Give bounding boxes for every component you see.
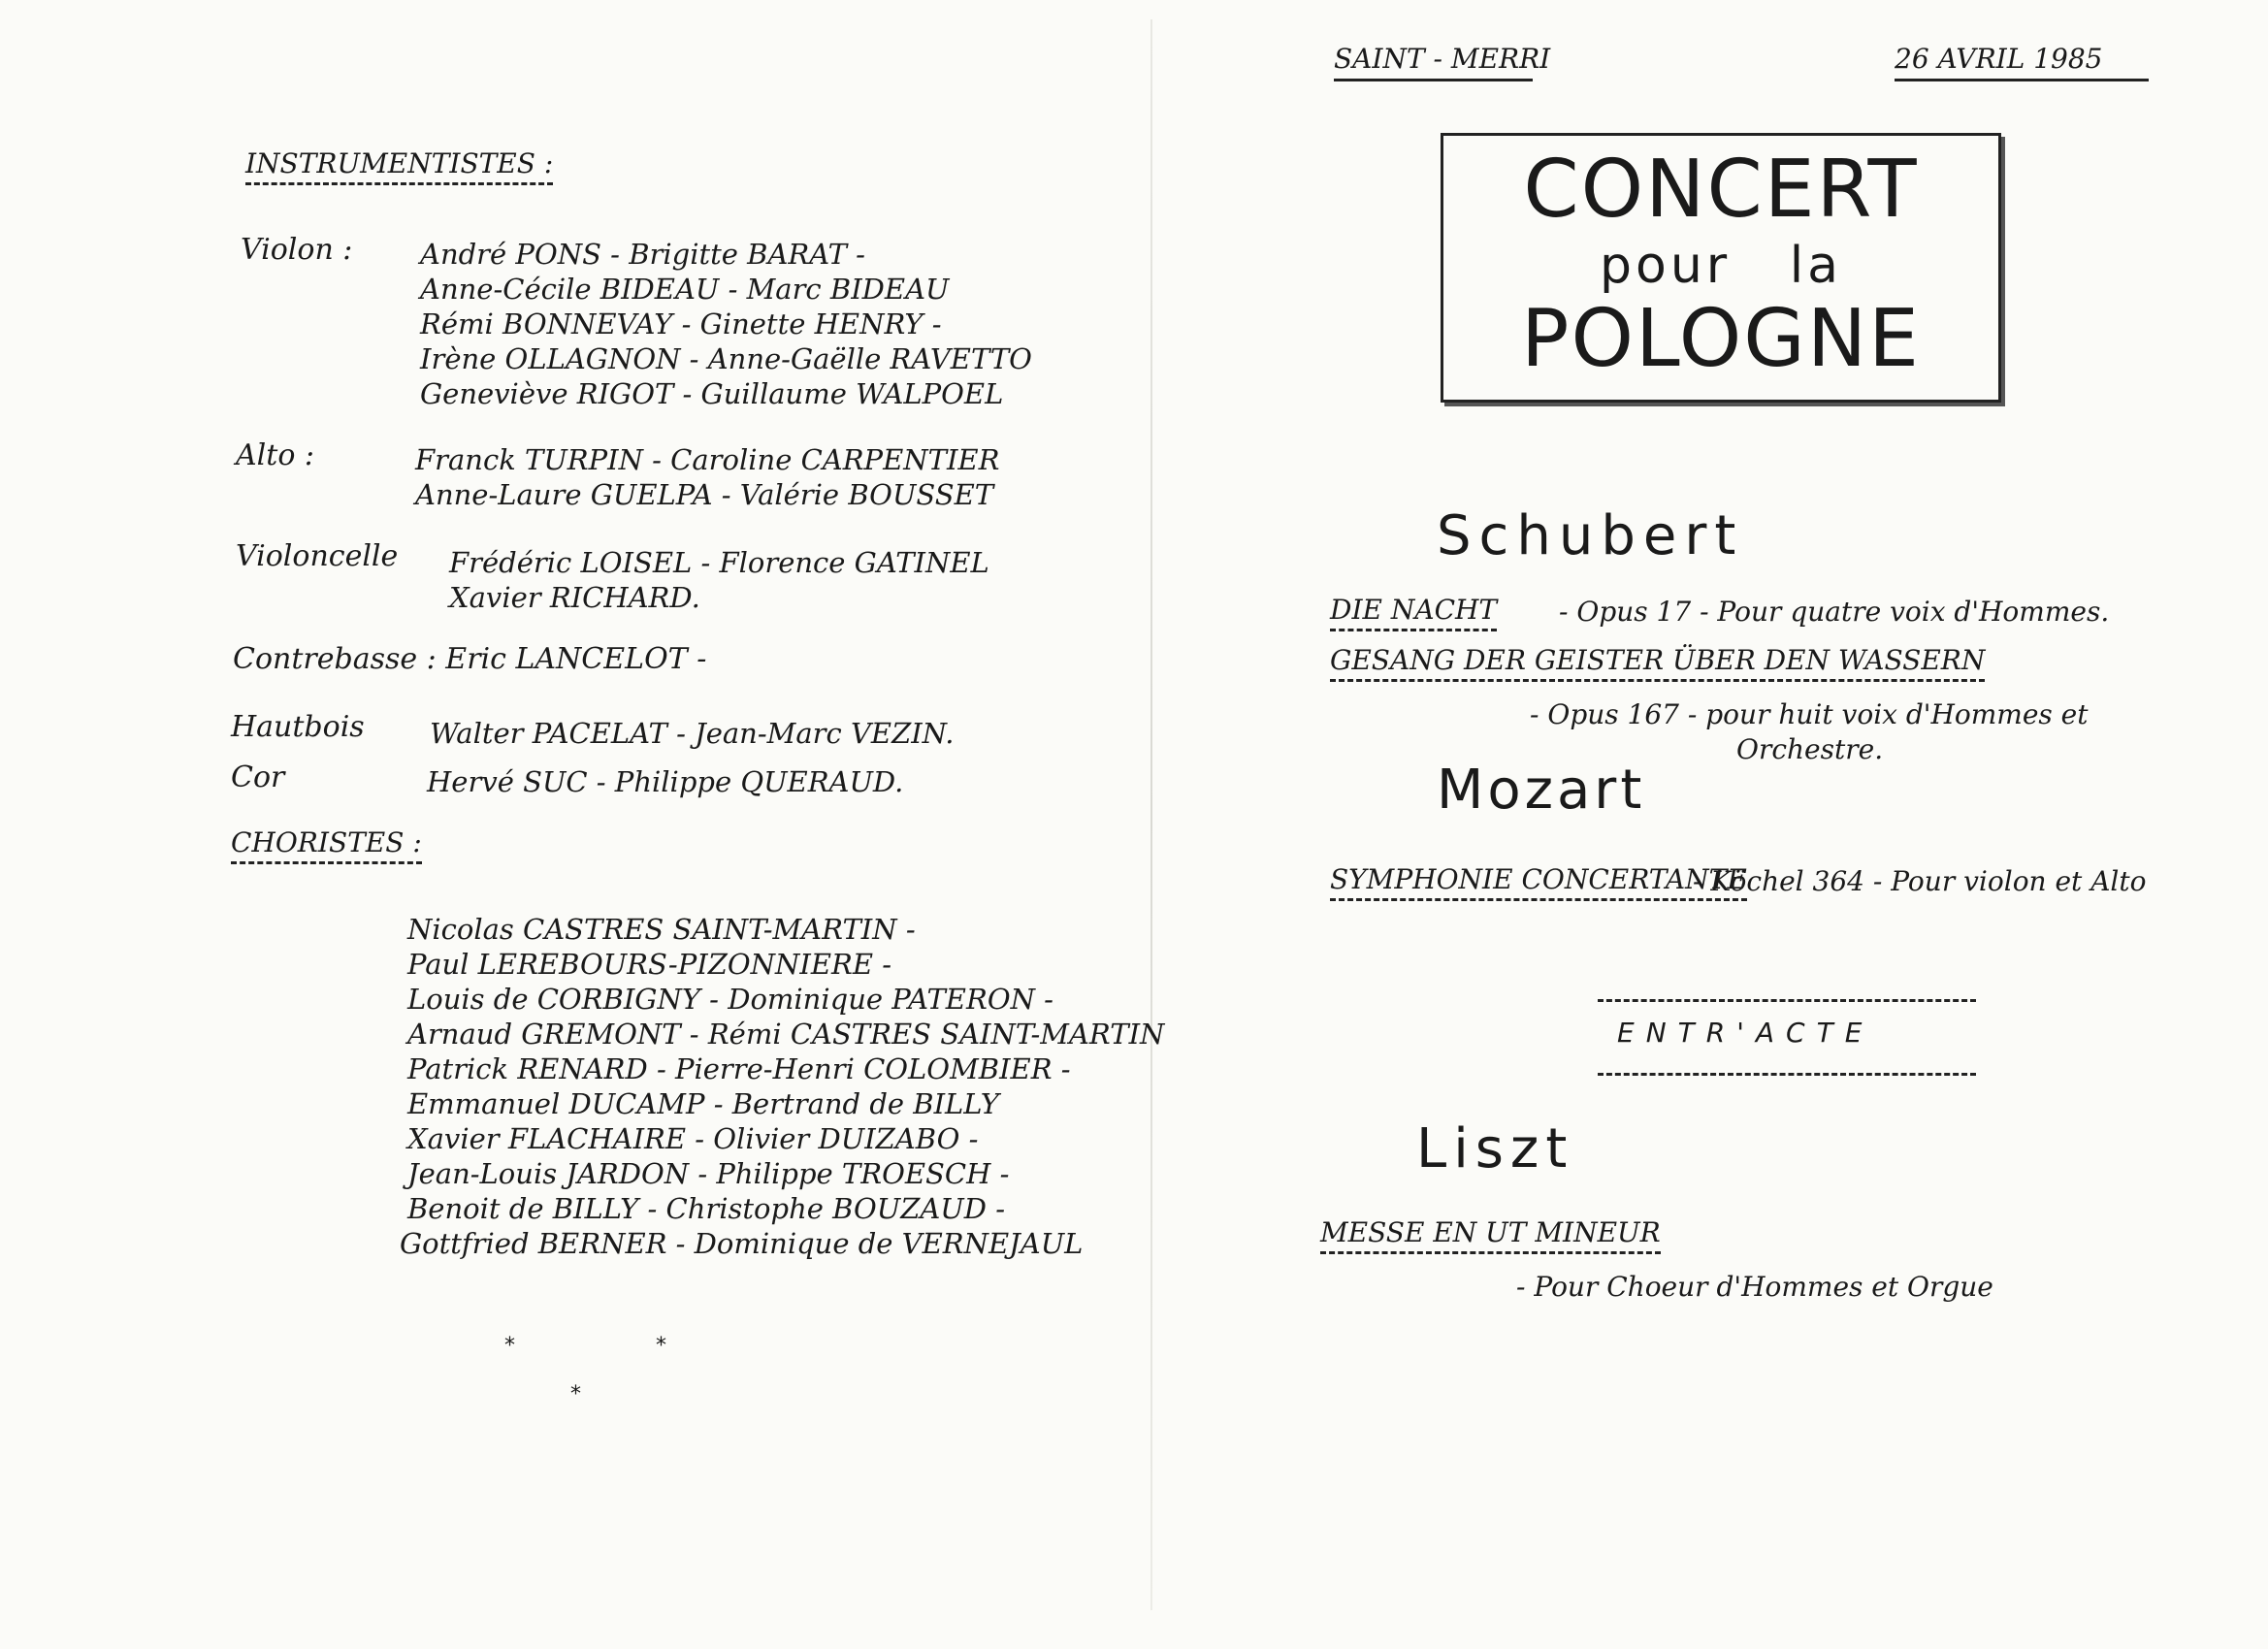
composer-mozart: Mozart bbox=[1437, 759, 1646, 822]
choriste-line: Jean-Louis JARDON - Philippe TROESCH - bbox=[407, 1157, 1010, 1190]
composer-liszt: Liszt bbox=[1416, 1117, 1574, 1180]
entracte-label: ENTR'ACTE bbox=[1617, 1017, 1874, 1049]
section-label-hautbois: Hautbois bbox=[231, 710, 365, 744]
instrumentists-heading: INSTRUMENTISTES : bbox=[245, 147, 553, 185]
section-label-violon: Violon : bbox=[241, 233, 353, 267]
violon-line: André PONS - Brigitte BARAT - bbox=[420, 238, 865, 271]
choriste-line: Nicolas CASTRES SAINT-MARTIN - bbox=[407, 913, 916, 946]
choriste-line: Xavier FLACHAIRE - Olivier DUIZABO - bbox=[407, 1122, 979, 1155]
title-box bbox=[1441, 133, 2001, 403]
work-detail-messe: - Pour Choeur d'Hommes et Orgue bbox=[1516, 1271, 1993, 1303]
choriste-line: Louis de CORBIGNY - Dominique PATERON - bbox=[407, 983, 1053, 1016]
choriste-line: Benoit de BILLY - Christophe BOUZAUD - bbox=[407, 1192, 1005, 1225]
composer-schubert: Schubert bbox=[1437, 504, 1744, 567]
violon-line: Anne-Cécile BIDEAU - Marc BIDEAU bbox=[420, 273, 950, 306]
section-label-cor: Cor bbox=[231, 760, 285, 794]
title-pour-la: pour la bbox=[1600, 237, 1842, 295]
violoncelle-line: Frédéric LOISEL - Florence GATINEL bbox=[449, 546, 989, 579]
work-title-die-nacht: DIE NACHT bbox=[1330, 594, 1497, 631]
right-page bbox=[1150, 0, 2268, 1649]
choriste-line: Paul LEREBOURS-PIZONNIERE - bbox=[407, 948, 892, 981]
violoncelle-line: Xavier RICHARD. bbox=[449, 581, 700, 614]
choriste-line: Patrick RENARD - Pierre-Henri COLOMBIER - bbox=[407, 1052, 1071, 1085]
work-detail-die-nacht: - Opus 17 - Pour quatre voix d'Hommes. bbox=[1559, 596, 2110, 628]
choriste-line: Gottfried BERNER - Dominique de VERNEJAUL bbox=[400, 1227, 1084, 1260]
entracte-divider-top bbox=[1598, 999, 1976, 1002]
section-label-violoncelle: Violoncelle bbox=[236, 539, 399, 573]
concert-date: 26 AVRIL 1985 bbox=[1895, 43, 2149, 81]
section-label-alto: Alto : bbox=[236, 438, 315, 472]
title-concert: CONCERT bbox=[1523, 144, 1919, 236]
star-ornament: * bbox=[656, 1334, 666, 1358]
hautbois-line: Walter PACELAT - Jean-Marc VEZIN. bbox=[430, 717, 955, 750]
work-detail-gesang: - Opus 167 - pour huit voix d'Hommes et bbox=[1530, 698, 2089, 730]
star-ornament: * bbox=[504, 1334, 515, 1358]
venue: SAINT - MERRI bbox=[1334, 43, 1533, 81]
alto-line: Franck TURPIN - Caroline CARPENTIER bbox=[415, 443, 1000, 476]
work-detail-gesang-cont: Orchestre. bbox=[1736, 733, 1884, 765]
title-pologne: POLOGNE bbox=[1521, 293, 1921, 385]
work-title-gesang: GESANG DER GEISTER ÜBER DEN WASSERN bbox=[1330, 644, 1985, 682]
work-title-symphonie: SYMPHONIE CONCERTANTE bbox=[1330, 863, 1747, 901]
work-detail-symphonie: - Köchel 364 - Pour violon et Alto bbox=[1693, 865, 2147, 897]
alto-line: Anne-Laure GUELPA - Valérie BOUSSET bbox=[415, 478, 994, 511]
violon-line: Irène OLLAGNON - Anne-Gaëlle RAVETTO bbox=[420, 342, 1032, 375]
choristes-heading: CHORISTES : bbox=[231, 826, 422, 864]
entracte-divider-bottom bbox=[1598, 1073, 1976, 1076]
choriste-line: Emmanuel DUCAMP - Bertrand de BILLY bbox=[407, 1087, 999, 1120]
violon-line: Rémi BONNEVAY - Ginette HENRY - bbox=[420, 307, 942, 340]
cor-line: Hervé SUC - Philippe QUERAUD. bbox=[427, 765, 904, 798]
section-label-contrebasse: Contrebasse : Eric LANCELOT - bbox=[233, 642, 707, 676]
choriste-line: Arnaud GREMONT - Rémi CASTRES SAINT-MARTIN bbox=[407, 1018, 1165, 1051]
violon-line: Geneviève RIGOT - Guillaume WALPOEL bbox=[420, 377, 1004, 410]
work-title-messe: MESSE EN UT MINEUR bbox=[1320, 1216, 1661, 1254]
star-ornament: * bbox=[570, 1382, 581, 1406]
